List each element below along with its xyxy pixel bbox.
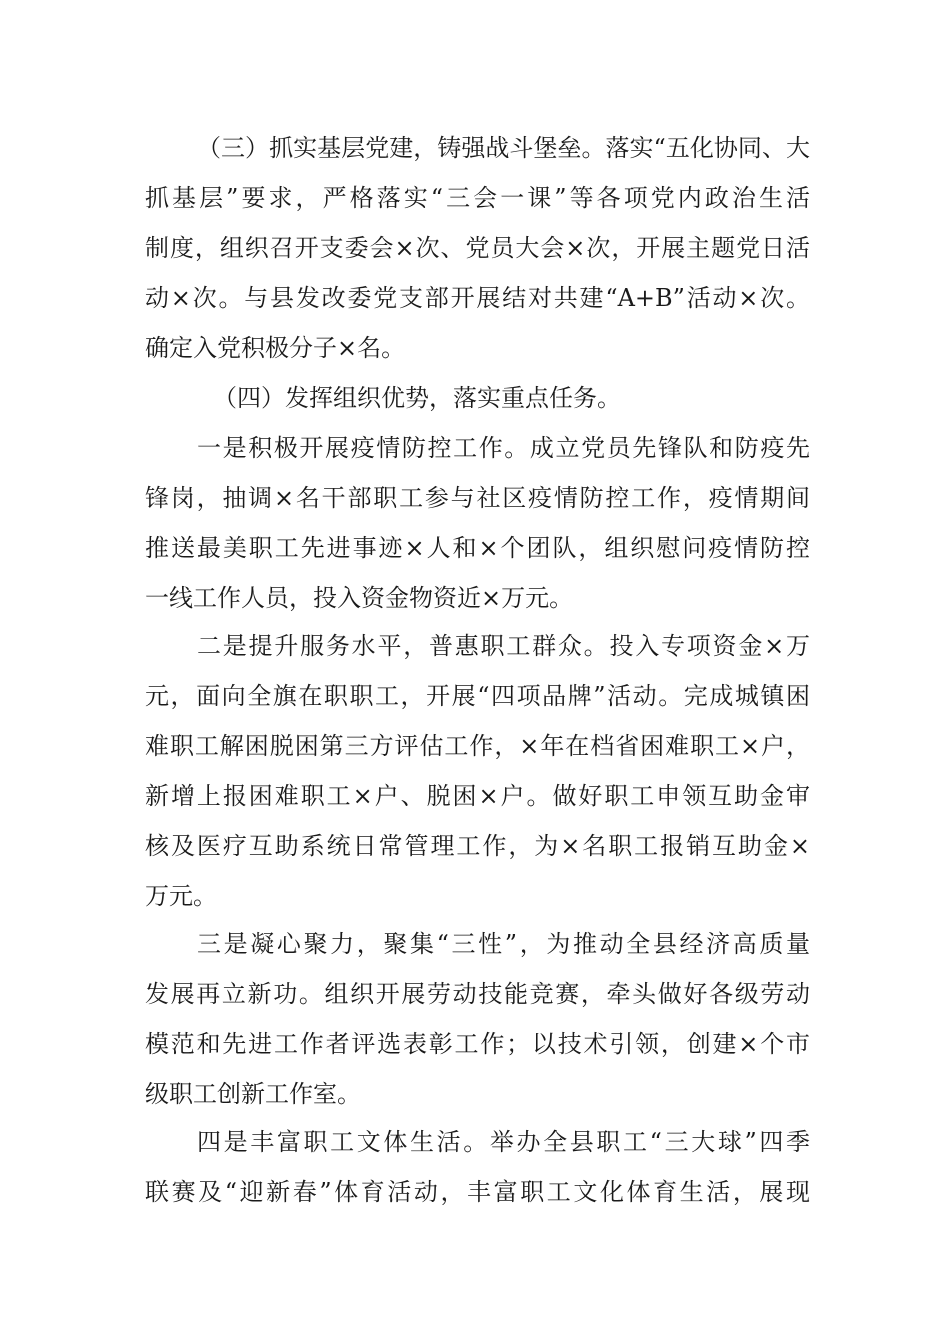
text-line: 联赛及“迎新春”体育活动，丰富职工文化体育生活，展现 xyxy=(145,1178,810,1206)
text-line: 三是凝心聚力，聚集“三性”，为推动全县经济高质量 xyxy=(197,930,810,958)
text-line: 推送最美职工先进事迹×人和×个团队，组织慰问疫情防控 xyxy=(145,534,810,562)
text-line: 抓基层”要求，严格落实“三会一课”等各项党内政治生活 xyxy=(145,184,810,212)
text-line: 一是积极开展疫情防控工作。成立党员先锋队和防疫先 xyxy=(197,434,810,462)
text-line: （三）抓实基层党建，铸强战斗堡垒。落实“五化协同、大 xyxy=(197,134,810,162)
text-line: 锋岗，抽调×名干部职工参与社区疫情防控工作，疫情期间 xyxy=(145,484,810,512)
text-line: 一线工作人员，投入资金物资近×万元。 xyxy=(145,584,574,612)
text-line: 级职工创新工作室。 xyxy=(145,1080,361,1108)
text-line: 万元。 xyxy=(145,882,217,910)
text-line: 制度，组织召开支委会×次、党员大会×次，开展主题党日活 xyxy=(145,234,810,262)
text-line: 核及医疗互助系统日常管理工作，为×名职工报销互助金× xyxy=(145,832,810,860)
text-line: 确定入党积极分子×名。 xyxy=(145,334,406,362)
section-heading: （四）发挥组织优势，落实重点任务。 xyxy=(213,384,621,412)
text-line: 模范和先进工作者评选表彰工作；以技术引领，创建×个市 xyxy=(145,1030,810,1058)
text-line: 四是丰富职工文体生活。举办全县职工“三大球”四季 xyxy=(197,1128,810,1156)
text-line: 发展再立新功。组织开展劳动技能竞赛，牵头做好各级劳动 xyxy=(145,980,810,1008)
text-line: 新增上报困难职工×户、脱困×户。做好职工申领互助金审 xyxy=(145,782,810,810)
text-line: 二是提升服务水平，普惠职工群众。投入专项资金×万 xyxy=(197,632,810,660)
text-line: 动×次。与县发改委党支部开展结对共建“A+B”活动×次。 xyxy=(145,284,810,312)
text-line: 难职工解困脱困第三方评估工作，×年在档省困难职工×户， xyxy=(145,732,810,760)
text-line: 元，面向全旗在职职工，开展“四项品牌”活动。完成城镇困 xyxy=(145,682,810,710)
